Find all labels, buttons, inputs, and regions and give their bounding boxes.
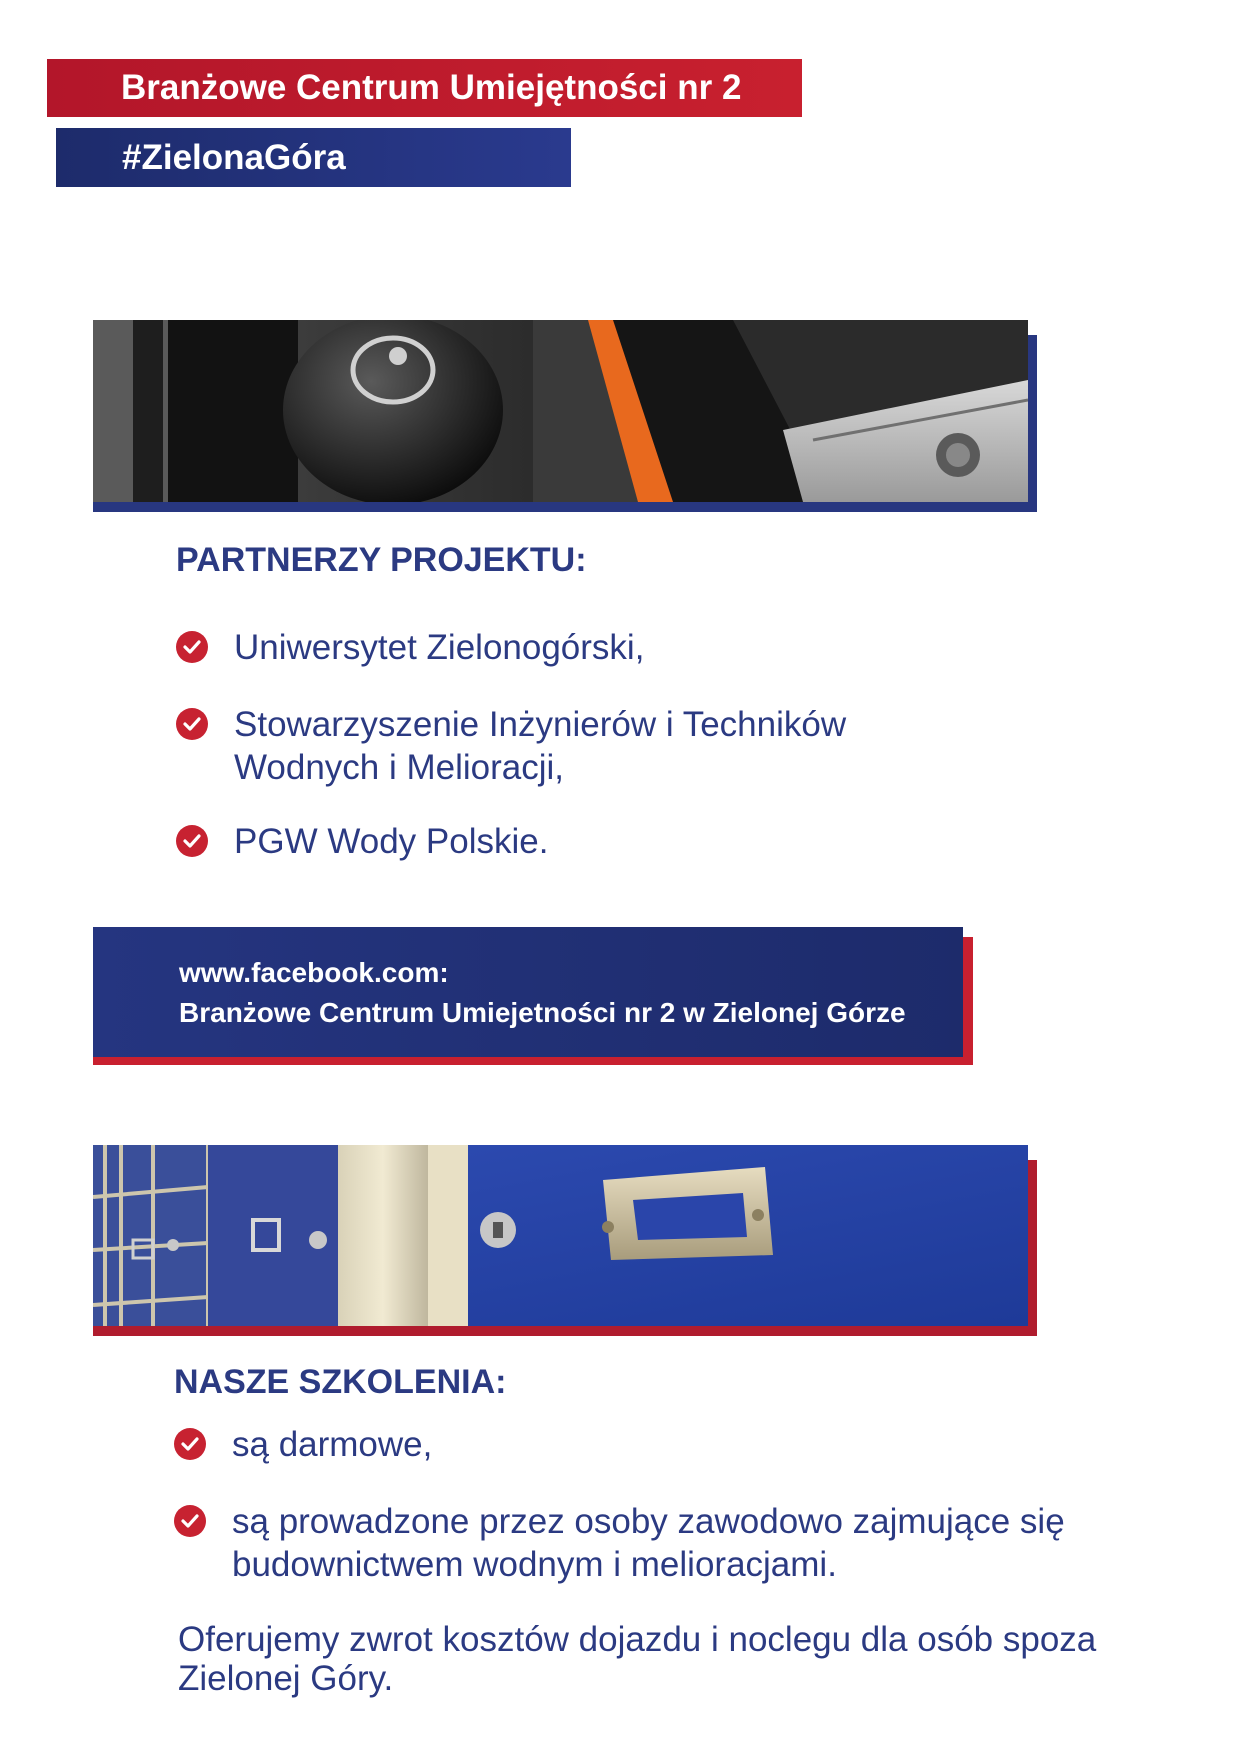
partners-list [176, 626, 976, 863]
partner-name: Uniwersytet Zielonogórski, [234, 628, 645, 667]
partner-name: Stowarzyszenie Inżynierów i Techników Wodnych i Melioracji, [234, 705, 847, 787]
checkmark-icon [176, 708, 208, 740]
checkmark-icon [176, 631, 208, 663]
machine-photo-frame [93, 320, 1037, 512]
machine-photo [93, 320, 1028, 502]
facebook-box-content [93, 927, 963, 1057]
partners-heading: PARTNERZY PROJEKTU: [176, 541, 587, 579]
facebook-page-name: Branżowe Centrum Umiejetności nr 2 w Zielonej Górze [179, 997, 906, 1028]
drawers-photo-frame [93, 1145, 1037, 1336]
list-item [176, 703, 874, 789]
trainings-list [174, 1423, 1124, 1586]
training-feature: są prowadzone przez osoby zawodowo zajmujące się budownictwem wodnym i melioracjami. [232, 1502, 1065, 1584]
hashtag-banner [56, 128, 571, 187]
list-item [176, 626, 976, 669]
trainings-heading: NASZE SZKOLENIA: [174, 1363, 507, 1401]
closing-text: Oferujemy zwrot kosztów dojazdu i noclegu dla osób spoza Zielonej Góry. [178, 1620, 1097, 1698]
checkmark-icon [176, 825, 208, 857]
checkmark-icon [174, 1428, 206, 1460]
checkmark-icon [174, 1505, 206, 1537]
training-feature: są darmowe, [232, 1425, 433, 1464]
facebook-url: www.facebook.com: [179, 957, 449, 988]
partner-name: PGW Wody Polskie. [234, 822, 549, 861]
hashtag-text: #ZielonaGóra [122, 137, 346, 177]
list-item [176, 820, 976, 863]
list-item [174, 1423, 1124, 1466]
drawers-photo [93, 1145, 1028, 1326]
list-item [174, 1500, 1112, 1586]
title-text: Branżowe Centrum Umiejętności nr 2 [121, 68, 742, 107]
title-banner [47, 59, 802, 117]
facebook-box [93, 927, 973, 1065]
